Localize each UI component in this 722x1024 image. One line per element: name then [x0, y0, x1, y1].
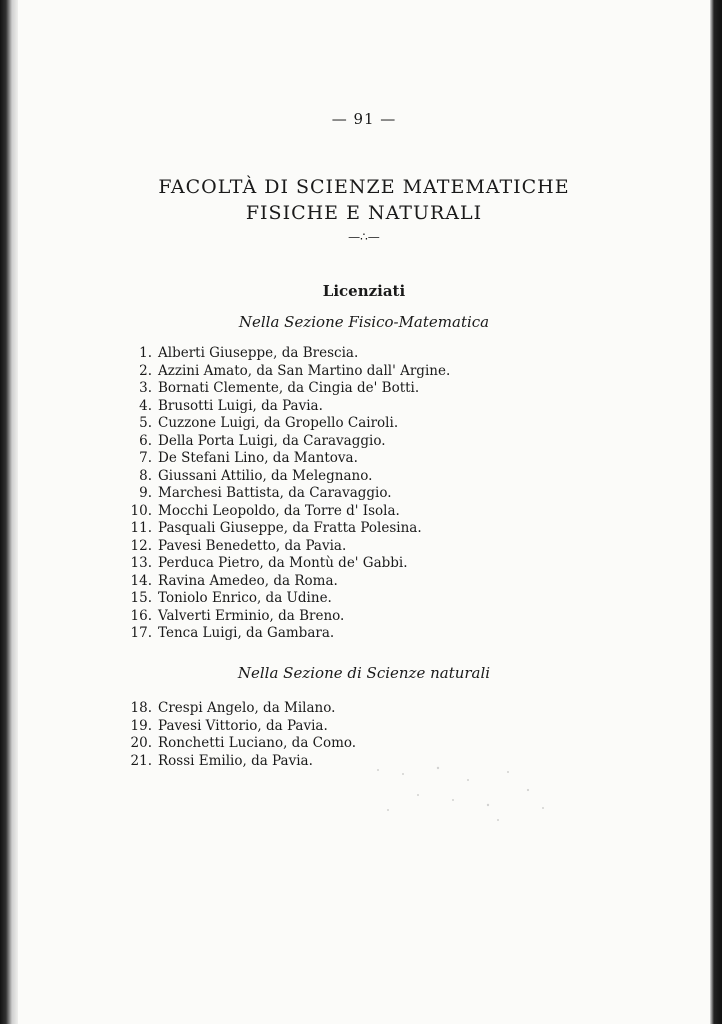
entry-number: 17. — [130, 625, 152, 641]
entry-text: Ravina Amedeo, da Roma. — [158, 572, 338, 589]
graduate-entry — [116, 735, 356, 753]
graduate-entry — [116, 433, 450, 451]
entry-text: Pavesi Vittorio, da Pavia. — [158, 717, 328, 734]
entry-number: 1. — [139, 345, 152, 361]
entry-text: Brusotti Luigi, da Pavia. — [158, 397, 323, 414]
entry-number: 16. — [130, 607, 152, 624]
entry-text: Alberti Giuseppe, da Brescia. — [158, 345, 359, 361]
graduate-entry — [116, 573, 450, 591]
faculty-title-line1: FACOLTÀ DI SCIENZE MATEMATICHE — [158, 176, 570, 198]
entry-number: 2. — [139, 362, 152, 379]
entry-text: Mocchi Leopoldo, da Torre d' Isola. — [158, 502, 400, 519]
entry-number: 18. — [130, 700, 152, 716]
entry-text: Marchesi Battista, da Caravaggio. — [158, 485, 392, 501]
entry-text: Ronchetti Luciano, da Como. — [158, 735, 357, 751]
licenziati-heading: Licenziati — [322, 282, 406, 300]
document-page — [18, 0, 710, 1024]
entry-number: 8. — [139, 467, 152, 484]
bleed-through-speckles — [358, 760, 558, 840]
entry-number: 6. — [139, 432, 152, 449]
entry-text: Pasquali Giuseppe, da Fratta Polesina. — [158, 520, 422, 536]
section-heading-scienze-naturali: Nella Sezione di Scienze naturali — [237, 664, 491, 682]
title-ornament: —∴— — [348, 230, 380, 244]
page-number: — 91 — — [331, 110, 397, 128]
graduate-entry — [116, 503, 450, 521]
entry-text: De Stefani Lino, da Mantova. — [158, 450, 358, 466]
graduate-entry — [116, 700, 356, 718]
entry-number: 14. — [130, 572, 152, 589]
graduate-entry — [116, 753, 356, 771]
book-binding-edge — [0, 0, 18, 1024]
entry-number: 4. — [139, 397, 152, 414]
entry-text: Cuzzone Luigi, da Gropello Cairoli. — [158, 415, 399, 431]
graduate-entry — [116, 398, 450, 416]
entry-text: Bornati Clemente, da Cingia de' Botti. — [158, 380, 420, 396]
entry-text: Giussani Attilio, da Melegnano. — [158, 467, 373, 484]
entry-number: 5. — [139, 415, 152, 431]
entry-number: 3. — [139, 380, 152, 396]
graduate-entry — [116, 718, 356, 736]
graduate-entry — [116, 415, 450, 433]
graduate-entry — [116, 608, 450, 626]
entry-number: 10. — [130, 502, 152, 519]
entry-text: Pavesi Benedetto, da Pavia. — [158, 537, 347, 554]
entry-text: Valverti Erminio, da Breno. — [158, 607, 345, 624]
entry-number: 12. — [130, 537, 152, 554]
entry-number: 13. — [130, 555, 152, 571]
entry-number: 11. — [130, 520, 152, 536]
entry-number: 7. — [139, 450, 152, 466]
entry-text: Rossi Emilio, da Pavia. — [158, 752, 313, 769]
graduate-entry — [116, 590, 450, 608]
entry-number: 20. — [130, 735, 152, 751]
graduate-entry — [116, 625, 450, 643]
entry-text: Toniolo Enrico, da Udine. — [158, 590, 332, 606]
graduate-entry — [116, 468, 450, 486]
graduates-list-scienze-naturali — [116, 700, 356, 770]
graduate-entry — [116, 450, 450, 468]
entry-number: 19. — [130, 717, 152, 734]
entry-text: Della Porta Luigi, da Caravaggio. — [158, 432, 386, 449]
graduate-entry — [116, 363, 450, 381]
entry-text: Perduca Pietro, da Montù de' Gabbi. — [158, 555, 408, 571]
entry-number: 9. — [139, 485, 152, 501]
section-heading-fisico-matematica: Nella Sezione Fisico-Matematica — [238, 313, 490, 331]
entry-text: Tenca Luigi, da Gambara. — [158, 625, 335, 641]
entry-number: 15. — [130, 590, 152, 606]
page-right-edge — [710, 0, 722, 1024]
graduate-entry — [116, 538, 450, 556]
faculty-title-line2: FISICHE E NATURALI — [245, 202, 483, 224]
entry-number: 21. — [130, 752, 152, 769]
entry-text: Crespi Angelo, da Milano. — [158, 700, 336, 716]
graduate-entry — [116, 520, 450, 538]
graduates-list-fisico-matematica — [116, 345, 450, 643]
graduate-entry — [116, 345, 450, 363]
graduate-entry — [116, 380, 450, 398]
graduate-entry — [116, 485, 450, 503]
entry-text: Azzini Amato, da San Martino dall' Argine. — [158, 362, 451, 379]
graduate-entry — [116, 555, 450, 573]
